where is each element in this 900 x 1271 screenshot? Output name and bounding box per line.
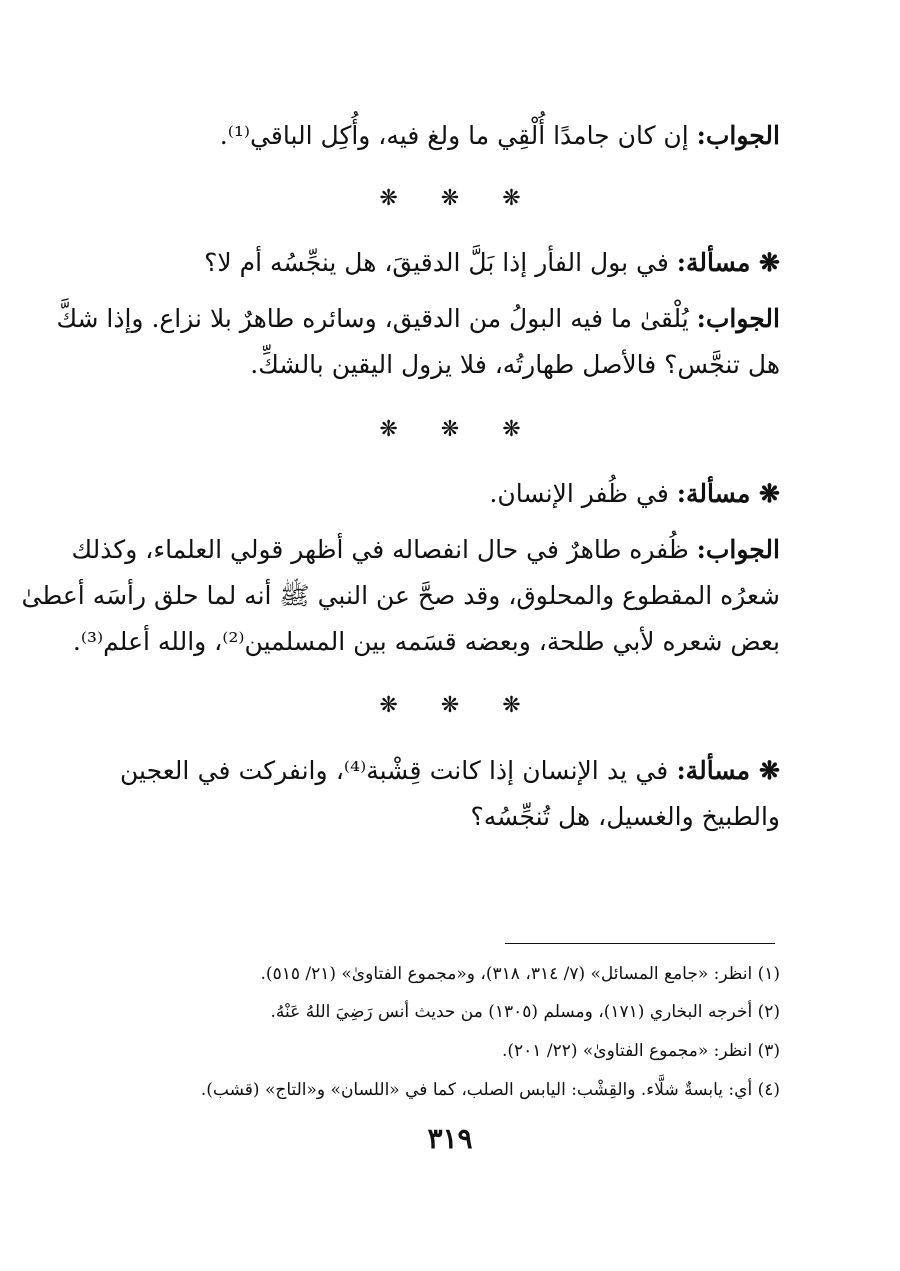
- answer-line: [71, 533, 780, 567]
- asterisk-icon: ❋: [379, 186, 398, 211]
- asterisk-icon: ❋: [502, 417, 521, 442]
- footnote-divider: [505, 943, 775, 944]
- asterisk-icon: ❋: [440, 693, 460, 718]
- asterisk-icon: ❋: [440, 186, 460, 211]
- answer-line: شعرُه المقطوع والمحلوق، وقد صحَّ عن النبي ﷺ أنه لما حلق رأسَه أعطىٰ: [21, 581, 780, 610]
- question-text: في بول الفأر إذا بَلَّ الدقيقَ، هل ينجِّسُه أم لا؟: [204, 248, 669, 277]
- question-text: في ظُفر الإنسان.: [489, 479, 669, 508]
- footnote: (١) انظر: «جامع المسائل» (٧/ ٣١٤، ٣١٨)، و«مجموع الفتاوىٰ» (٢١/ ٥١٥).: [260, 964, 780, 984]
- answer-text: إن كان جامدًا أُلْقِي ما ولغ فيه، وأُكِل الباقي⁽¹⁾.: [219, 121, 689, 150]
- asterisk-icon: ❋: [379, 693, 398, 718]
- answer-line: [56, 302, 780, 336]
- footnote: (٢) أخرجه البخاري (١٧١)، ومسلم (١٣٠٥) من حديث أنس رَضِيَ اللهُ عَنْهُ.: [270, 1002, 780, 1022]
- answer-label: الجواب:: [696, 304, 780, 333]
- asterisk-icon: ❋: [440, 417, 460, 442]
- question-paragraph: [120, 246, 780, 280]
- section-separator: [0, 417, 900, 442]
- footnote: (٣) انظر: «مجموع الفتاوىٰ» (٢٢/ ٢٠١).: [502, 1041, 780, 1061]
- asterisk-icon: ❋: [379, 417, 398, 442]
- question-paragraph: [120, 754, 780, 788]
- answer-text: يُلْقىٰ ما فيه البولُ من الدقيق، وسائره طاهرٌ بلا نزاع. وإذا شكَّ: [56, 304, 689, 333]
- answer-line: هل تنجَّس؟ فالأصل طهارتُه، فلا يزول اليقين بالشكِّ.: [250, 350, 780, 379]
- question-label: ❋ مسألة:: [676, 756, 780, 785]
- page-number: ٣١٩: [427, 1122, 473, 1155]
- answer-paragraph: [120, 119, 780, 153]
- question-line: والطبيخ والغسيل، هل تُنجِّسُه؟: [470, 802, 780, 831]
- section-separator: [0, 693, 900, 718]
- answer-label: الجواب:: [696, 535, 780, 564]
- answer-label: الجواب:: [696, 121, 780, 150]
- question-label: ❋ مسألة:: [676, 248, 780, 277]
- asterisk-icon: ❋: [502, 693, 521, 718]
- answer-text: ظُفره طاهرٌ في حال انفصاله في أظهر قولي العلماء، وكذلك: [71, 535, 689, 564]
- question-label: ❋ مسألة:: [676, 479, 780, 508]
- section-separator: [0, 186, 900, 211]
- answer-line: بعض شعره لأبي طلحة، وبعضه قسَمه بين المسلمين⁽²⁾، والله أعلم⁽³⁾.: [72, 627, 780, 656]
- footnote: (٤) أي: يابسةٌ شلَّاء. والقِشْب: اليابس الصلب، كما في «اللسان» و«التاج» (قشب).: [200, 1080, 780, 1100]
- asterisk-icon: ❋: [502, 186, 521, 211]
- question-text: في يد الإنسان إذا كانت قِشْبة⁽⁴⁾، وانفركت في العجين: [120, 756, 669, 785]
- question-paragraph: [120, 477, 780, 511]
